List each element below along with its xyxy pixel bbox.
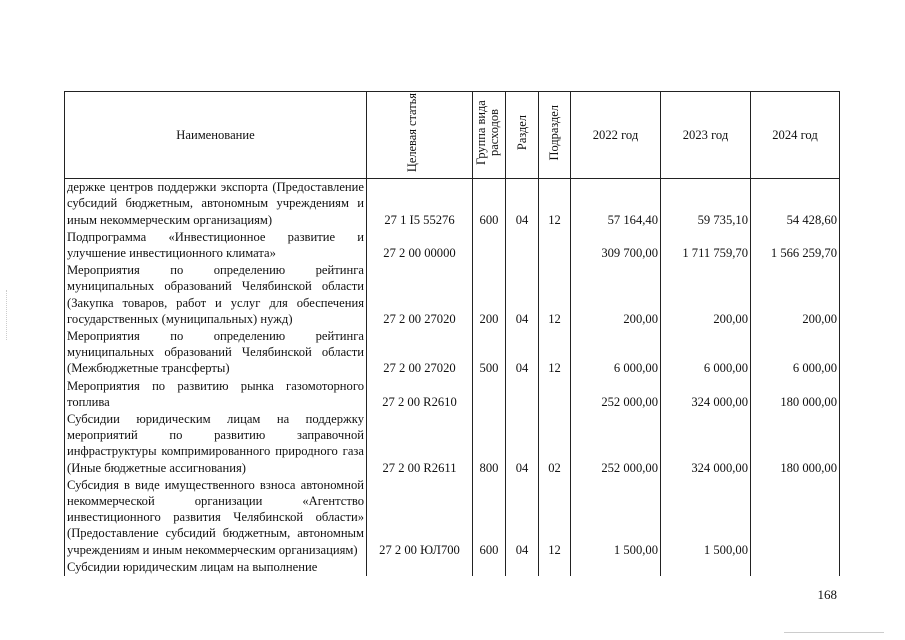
row-code	[367, 559, 473, 576]
page-number: 168	[817, 587, 837, 602]
header-2024: 2024 год	[751, 92, 840, 179]
row-2022	[571, 559, 661, 576]
table-row	[65, 378, 840, 411]
row-subsection	[539, 229, 571, 262]
row-code: 27 2 00 R2610	[367, 378, 473, 411]
row-section	[506, 378, 539, 411]
row-2024: 200,00	[751, 262, 840, 328]
table-header	[65, 92, 840, 179]
row-2022: 200,00	[571, 262, 661, 328]
row-2023: 6 000,00	[661, 328, 751, 378]
table-row	[65, 477, 840, 559]
row-2024: 180 000,00	[751, 411, 840, 477]
row-code: 27 2 00 27020	[367, 262, 473, 328]
header-2022: 2022 год	[571, 92, 661, 179]
row-code: 27 2 00 27020	[367, 328, 473, 378]
table-row	[65, 328, 840, 378]
row-code: 27 2 00 00000	[367, 229, 473, 262]
row-section: 04	[506, 328, 539, 378]
row-2024: 54 428,60	[751, 179, 840, 229]
row-2022: 6 000,00	[571, 328, 661, 378]
row-group	[473, 559, 506, 576]
row-group: 600	[473, 477, 506, 559]
row-section	[506, 559, 539, 576]
table-row	[65, 229, 840, 262]
row-2023: 1 711 759,70	[661, 229, 751, 262]
row-subsection: 02	[539, 411, 571, 477]
row-subsection	[539, 559, 571, 576]
header-target-article: Целевая статья	[367, 92, 473, 179]
row-subsection: 12	[539, 477, 571, 559]
row-2023: 1 500,00	[661, 477, 751, 559]
table-body	[65, 179, 840, 576]
table-row	[65, 179, 840, 229]
row-2022: 252 000,00	[571, 378, 661, 411]
row-group: 200	[473, 262, 506, 328]
header-expense-group: Группа вида расходов	[473, 92, 506, 179]
table-row	[65, 411, 840, 477]
row-section: 04	[506, 411, 539, 477]
row-2023: 324 000,00	[661, 411, 751, 477]
row-2022: 252 000,00	[571, 411, 661, 477]
header-2023: 2023 год	[661, 92, 751, 179]
row-section	[506, 229, 539, 262]
row-section: 04	[506, 262, 539, 328]
budget-table	[64, 91, 840, 576]
row-name: Мероприятия по определению рейтинга муниципальных образований Челябинской области (Межбюджетные трансферты)	[65, 328, 367, 378]
row-2024: 180 000,00	[751, 378, 840, 411]
row-group: 600	[473, 179, 506, 229]
row-name: Субсидии юридическим лицам на выполнение	[65, 559, 367, 576]
row-subsection: 12	[539, 262, 571, 328]
row-code: 27 2 00 R2611	[367, 411, 473, 477]
row-2023	[661, 559, 751, 576]
row-group	[473, 378, 506, 411]
row-2023: 324 000,00	[661, 378, 751, 411]
row-2023: 200,00	[661, 262, 751, 328]
row-group: 500	[473, 328, 506, 378]
row-code: 27 2 00 ЮЛ700	[367, 477, 473, 559]
table-row	[65, 559, 840, 576]
row-name: Субсидии юридическим лицам на поддержку мероприятий по развитию заправочной инфраструктуры компримированного природного газа (Иные бюджетные ассигнования)	[65, 411, 367, 477]
row-subsection: 12	[539, 179, 571, 229]
row-2024	[751, 477, 840, 559]
scan-artifact	[784, 632, 884, 633]
header-name: Наименование	[65, 92, 367, 179]
row-name: Субсидия в виде имущественного взноса автономной некоммерческой организации «Агентство инвестиционного развития Челябинской области» (Предоставление субсидий бюджетным, автономным учреждениям и иным некоммерческим организациям)	[65, 477, 367, 559]
row-2022: 309 700,00	[571, 229, 661, 262]
header-subsection: Подраздел	[539, 92, 571, 179]
header-section: Раздел	[506, 92, 539, 179]
row-name: держке центров поддержки экспорта (Предоставление субсидий бюджетным, автономным учреждениям и иным некоммерческим организациям)	[65, 179, 367, 229]
row-subsection	[539, 378, 571, 411]
row-name: Мероприятия по определению рейтинга муниципальных образований Челябинской области (Закупка товаров, работ и услуг для обеспечения государственных (муниципальных) нужд)	[65, 262, 367, 328]
row-2023: 59 735,10	[661, 179, 751, 229]
scan-artifact	[6, 290, 8, 340]
row-2024	[751, 559, 840, 576]
table-row	[65, 262, 840, 328]
row-section: 04	[506, 477, 539, 559]
row-2024: 6 000,00	[751, 328, 840, 378]
row-2022: 57 164,40	[571, 179, 661, 229]
row-group: 800	[473, 411, 506, 477]
row-subsection: 12	[539, 328, 571, 378]
row-2022: 1 500,00	[571, 477, 661, 559]
row-name: Мероприятия по развитию рынка газомоторного топлива	[65, 378, 367, 411]
row-2024: 1 566 259,70	[751, 229, 840, 262]
row-group	[473, 229, 506, 262]
row-name: Подпрограмма «Инвестиционное развитие и улучшение инвестиционного климата»	[65, 229, 367, 262]
row-code: 27 1 I5 55276	[367, 179, 473, 229]
row-section: 04	[506, 179, 539, 229]
